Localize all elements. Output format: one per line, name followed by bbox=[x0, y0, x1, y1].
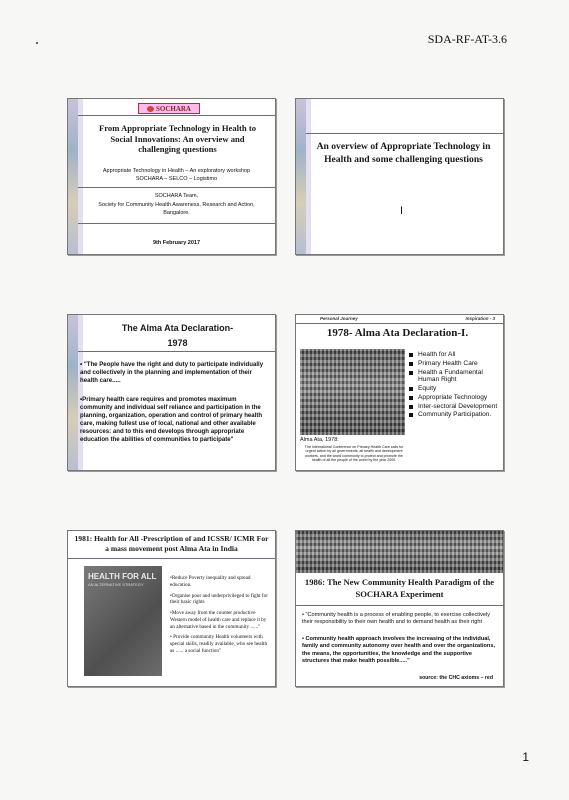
photo-caption: Alma Ata, 1978: bbox=[300, 437, 339, 443]
slide-side-band-inner bbox=[78, 99, 83, 254]
health-for-all-book-cover bbox=[84, 566, 162, 676]
bullet-item: Equity bbox=[409, 385, 501, 393]
slide-1-title: From Appropriate Technology in Health to Social Innovations: An overview and challenging questions bbox=[98, 123, 256, 155]
slide-6-bullet-1: • "Community health is a process of enabling people, to exercise collectively their responsibility to their own health and to demand health as their right bbox=[302, 612, 491, 626]
slide-rule bbox=[296, 605, 503, 606]
slide-side-band-inner bbox=[306, 99, 311, 254]
slide-3-quote-2: •Primary health care requires and promotes maximum community and individual self reliance and participation in the planning, organization, operation and control of primary health care, making fullest use of local, national and other available resources: and to this end develops through appropriate education the abilities of communities to participate" bbox=[80, 396, 263, 443]
book-subtitle: AN ALTERNATIVE STRATEGY bbox=[88, 582, 144, 587]
slide-6-title: 1986: The New Community Health Paradigm of the SOCHARA Experiment bbox=[304, 577, 495, 599]
slide-4-header-left: Personal Journey bbox=[320, 316, 358, 321]
bullet-item: Inter-sectoral Development bbox=[409, 403, 501, 411]
slide-6-bullet-2: • Community health approach involves the increasing of the individual, family and community autonomy over health and over the organizations, the means, the opportunities, the knowledge and the supportive structures that make health possible....." bbox=[302, 636, 496, 664]
slide-rule bbox=[68, 558, 275, 559]
bullet-item: Community Participation. bbox=[409, 411, 501, 419]
slide-5 bbox=[67, 530, 276, 687]
logo-text: SOCHARA bbox=[155, 104, 191, 113]
slide-4-title: 1978- Alma Ata Declaration-I. bbox=[326, 327, 469, 339]
slide-2-cursor-mark: I bbox=[400, 205, 404, 217]
slide-rule bbox=[78, 115, 275, 116]
slide-rule bbox=[296, 323, 503, 324]
slide-6-source: source: the CHC axioms – red bbox=[419, 675, 493, 681]
slide-2 bbox=[295, 98, 504, 255]
slide-1-subtitle-2: SOCHARA – SELCO – Logistimo bbox=[135, 176, 218, 182]
slide-rule bbox=[306, 133, 503, 134]
alma-ata-conference-photo bbox=[300, 349, 405, 435]
slide-1-team: SOCHARA Team, bbox=[154, 193, 199, 199]
point-item: • Provide community Health volunteers with special skills, readily available, who see health as ...... a social function" bbox=[170, 634, 268, 654]
photo-description: The International Conference on Primary Health Care calls for urgent action by all governments, all health and development workers, and the world community to protect and promote the health of all the people of the world by the year 2000. bbox=[304, 445, 404, 462]
point-item: •Reduce Poverty inequality and spread education. bbox=[170, 575, 251, 588]
slide-side-band bbox=[296, 99, 306, 254]
slide-3-year: 1978 bbox=[167, 338, 188, 348]
slide-5-points bbox=[170, 575, 270, 655]
slide-4-bullet-list bbox=[409, 351, 501, 420]
bullet-item: Health for All bbox=[409, 351, 501, 359]
bullet-item: Appropriate Technology bbox=[409, 394, 501, 402]
sochara-logo bbox=[138, 103, 200, 114]
slide-1-org: Society for Community Health Awareness, Research and Action, bbox=[98, 202, 255, 208]
quote-2-text: Primary health care requires and promotes maximum community and individual self reliance and participation in the planning, organization, operation and control of primary health care, making fullest use of local, national and other available resources: and to this end develops through appropriate education the abilities of communities to participate" bbox=[80, 396, 263, 443]
slide-1 bbox=[67, 98, 276, 255]
slide-3-title: The Alma Ata Declaration- bbox=[121, 323, 234, 333]
slide-6 bbox=[295, 530, 504, 687]
slide-2-title: An overview of Appropriate Technology in Health and some challenging questions bbox=[316, 141, 491, 165]
slide-1-date: 9th February 2017 bbox=[152, 240, 201, 246]
speck bbox=[36, 42, 38, 44]
community-photo-strip bbox=[296, 531, 503, 573]
slide-rule bbox=[78, 223, 275, 224]
slide-3-quote-1: • "The People have the right and duty to participate individually and collectively in the planning and implementation of their health care..... bbox=[80, 361, 264, 384]
book-title: HEALTH FOR ALL bbox=[88, 572, 157, 581]
bullet-1-text: "Community health is a process of enabling people, to exercise collectively their responsibility to their own health and to demand health as their right bbox=[302, 612, 491, 626]
point-item: •Organise poor and underprivileged to fight for their basic rights bbox=[170, 592, 268, 606]
bullet-item: Health a Fundamental Human Right bbox=[409, 369, 501, 385]
slide-5-title: 1981: Health for All -Prescription of and ICSSR/ ICMR For a mass movement post Alma Ata in India bbox=[74, 534, 269, 553]
slide-side-band bbox=[68, 315, 78, 470]
bullet-2-text: Community health approach involves the increasing of the individual, family and community autonomy over health and over the organizations, the means, the opportunities, the knowledge and the supportive structures that make health possible....." bbox=[302, 636, 496, 664]
slide-side-band bbox=[68, 99, 78, 254]
bullet-item: Primary Health Care bbox=[409, 360, 501, 368]
slide-4-header-right: Inspiration - 3 bbox=[465, 316, 495, 321]
slide-1-city: Bangalore. bbox=[163, 210, 190, 216]
logo-icon bbox=[147, 106, 154, 112]
page-number: 1 bbox=[522, 750, 529, 764]
slide-4 bbox=[295, 314, 504, 471]
doc-id: SDA-RF-AT-3.6 bbox=[427, 32, 507, 46]
quote-1-text: "The People have the right and duty to participate individually and collectively in the planning and implementation of their health care..... bbox=[80, 361, 264, 384]
slide-3 bbox=[67, 314, 276, 471]
slide-side-band-inner bbox=[78, 315, 83, 470]
slide-rule bbox=[78, 351, 275, 352]
slide-1-subtitle-1: Appropriate Technology in Health – An exploratory workshop bbox=[102, 168, 251, 174]
slide-rule bbox=[78, 187, 275, 188]
point-item: •Move away from the counter productive Western model of health care and replace it by an alternative based in the community ......" bbox=[170, 610, 267, 630]
